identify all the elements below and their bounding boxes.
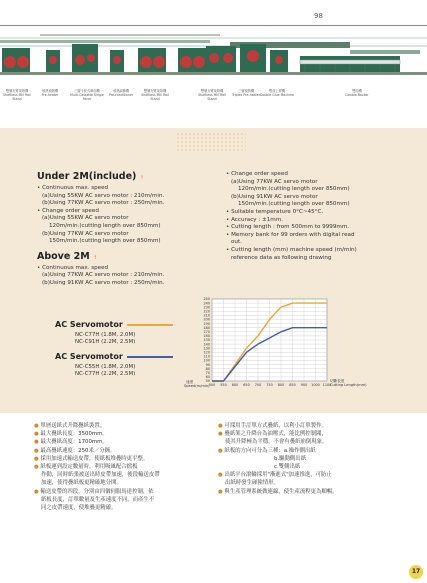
feature-text: 作動，同時紙張被送出時皮帶加速，後段輸送皮帶 xyxy=(41,472,160,479)
y-tick-label: 150 xyxy=(203,338,210,343)
feature-item xyxy=(34,463,209,471)
feature-text: 可採用手訂單方式疊紙，以利小訂單製作。 xyxy=(224,423,327,429)
spec-line: out. xyxy=(231,239,242,246)
machine-label: 雙面上膠機 Double Glue Machine xyxy=(260,89,295,97)
bullet-icon: ● xyxy=(34,464,41,471)
feature-item xyxy=(218,488,408,496)
feature-item xyxy=(34,430,209,438)
page-number-badge: 17 xyxy=(409,565,423,579)
feature-item xyxy=(34,488,209,496)
x-axis-label: 切斷長度 xyxy=(330,379,345,383)
feature-text: 出紙時發生碰撞情形。 xyxy=(225,480,279,487)
feature-item xyxy=(218,430,408,438)
spec-line: • Cutting length : from 500mm to 9999mm. xyxy=(226,224,350,231)
feature-text: 最大疊紙長度：3500mm。 xyxy=(40,431,108,438)
y-tick-label: 160 xyxy=(203,334,210,339)
chart-svg xyxy=(184,291,369,403)
feature-item-continuation xyxy=(34,504,209,512)
y-axis-label: 速度 xyxy=(186,380,194,384)
feature-text: 疊紙架之升降台為油壓式，能比例控制閥， xyxy=(224,431,327,438)
feature-sub-option: c.雙側出紙 xyxy=(274,464,301,471)
spec-line: (b)Using 77KW AC servo motor xyxy=(42,230,129,237)
machine-label: 三層預熱機 Triplex Pre-heater xyxy=(231,89,261,97)
feature-list-left xyxy=(34,422,209,512)
bullet-icon: ● xyxy=(218,423,225,429)
legend-model-line: NC-C91H (2.2M, 2.5M) xyxy=(75,339,136,345)
y-tick-label: 110 xyxy=(203,354,210,359)
spec-line: • Suitable temperature 0°C~45°C. xyxy=(226,208,324,215)
x-tick-label: 600 xyxy=(231,383,239,387)
feature-text: 紙板長度，訂單數量及生產速度不同，而產生不 xyxy=(41,496,155,503)
feature-text: 最大疊紙高度：1700mm。 xyxy=(40,439,108,446)
feature-list-right xyxy=(218,422,408,496)
spec-line: • Change order speed xyxy=(226,171,288,177)
bullet-icon: ● xyxy=(218,488,225,495)
spec-list-under-2m xyxy=(37,185,207,246)
feature-text: 使其升降極為平穩，不會有疊紙崩倒現象。 xyxy=(225,439,328,446)
spec-line: 150m/min.(cutting length over 850mm) xyxy=(238,201,350,208)
machine-label: 三層卡匣式單面機 Multi-Cassette Single Facer xyxy=(70,89,104,101)
legend-title-blue: AC Servomotor xyxy=(55,352,123,361)
y-tick-label: 230 xyxy=(203,305,210,310)
spec-line: • Continuous max. speed xyxy=(37,185,109,191)
section-title-under-2m: Under 2M(include) ↑ xyxy=(37,171,144,182)
spec-line: (a)Using 55KW AC servo motor : 210m/min. xyxy=(42,192,165,199)
machine-label: 雙層支臂架紙機 Shaftless Mill Roll Stand xyxy=(141,89,169,101)
x-tick-label: 700 xyxy=(254,383,262,387)
spec-line: (b)Using 91KW AC servo motor xyxy=(231,193,318,200)
bullet-icon: ● xyxy=(34,488,41,495)
bullet-icon: ● xyxy=(34,431,41,438)
y-tick-label: 80 xyxy=(205,366,210,371)
feature-item xyxy=(34,455,209,463)
y-tick-label: 120 xyxy=(203,350,210,355)
spec-list-right xyxy=(226,171,396,262)
x-tick-label: 550 xyxy=(220,383,227,387)
x-axis-label-en: Cutting Length(mm) xyxy=(330,383,367,387)
legend-swatch-orange xyxy=(127,324,173,326)
feature-text: 最高疊紙速度：250米／分鐘。 xyxy=(40,447,116,454)
x-tick-label: 800 xyxy=(277,383,285,387)
spec-line: (b)Using 77KW AC servo motor : 250m/min. xyxy=(42,200,165,207)
y-tick-label: 60 xyxy=(205,375,210,380)
legend-title-orange: AC Servomotor xyxy=(55,320,123,329)
feature-item xyxy=(218,471,408,479)
legend-swatch-blue xyxy=(127,356,173,358)
bullet-icon: ● xyxy=(34,455,41,462)
machine-label: 預熱預熱機 Pre-heater xyxy=(41,89,59,97)
legend-model-line: NC-C77H (1.8M, 2.0M) xyxy=(75,332,136,338)
feature-sub-option: b.驅動側出紙 xyxy=(274,455,307,462)
feature-item-continuation xyxy=(34,496,209,504)
x-tick-label: 750 xyxy=(266,383,273,387)
machine-label: 雙面機 Double Backer xyxy=(345,89,369,97)
y-tick-label: 210 xyxy=(203,313,210,318)
machine-label: 雙層支臂架紙機 Shaftless Mill Roll Stand xyxy=(3,89,31,101)
feature-text: 同之皮帶速度，使堆疊更精確。 xyxy=(41,505,117,512)
left-spec-column xyxy=(37,171,207,288)
spec-line: 150m/min.(cutting length over 850mm) xyxy=(49,238,161,245)
feature-item-continuation xyxy=(218,438,408,446)
y-tick-label: 170 xyxy=(203,330,210,334)
y-tick-label: 90 xyxy=(205,362,210,367)
machine-label: 雙層支臂架紙機 Shaftless Mill Roll Stand xyxy=(198,89,226,101)
feature-item xyxy=(34,438,209,446)
feature-item xyxy=(34,447,209,455)
spec-line: • Change order speed xyxy=(37,207,99,214)
feature-text: 與生產管理系統做連線，使生產流程更為順暢。 xyxy=(224,488,338,495)
machine-label: 預熱調節機 Pre-conditioner xyxy=(108,89,134,97)
spec-line: • Accuracy : ±1mm. xyxy=(226,216,283,223)
decorative-dot-pattern xyxy=(176,132,246,152)
spec-line: reference data as following drawing xyxy=(231,254,332,261)
corrugator-machine-illustration xyxy=(0,28,427,88)
bullet-icon: ● xyxy=(34,439,41,446)
bullet-icon: ● xyxy=(34,447,41,454)
spec-line: (a)Using 77KW AC servo motor xyxy=(231,178,318,185)
dimension-label: 98 xyxy=(314,12,323,20)
bullet-icon: ● xyxy=(218,472,225,479)
feature-item-continuation xyxy=(34,479,209,487)
speed-vs-length-chart xyxy=(184,291,369,403)
y-tick-label: 140 xyxy=(203,342,210,347)
feature-text: 單層送紙式升降疊紙裝置。 xyxy=(40,423,106,429)
y-tick-label: 220 xyxy=(203,309,210,314)
bullet-icon: ● xyxy=(34,423,41,429)
y-tick-label: 70 xyxy=(205,371,210,375)
feature-text: 出紙平台滾輪採用"漸進式"加速推進，可防止 xyxy=(224,472,332,479)
x-tick-label: 650 xyxy=(243,383,250,387)
feature-text: 紙板的方向可分為三種：a.操作側出紙 xyxy=(224,447,316,454)
machine-labels xyxy=(0,89,427,109)
y-tick-label: 190 xyxy=(203,321,210,326)
spec-line: • Cutting length (mm) machine speed (m/min) xyxy=(226,246,357,253)
feature-item xyxy=(218,422,408,430)
spec-line: • Memory bank for 99 orders with digital read xyxy=(226,231,355,238)
y-tick-label: 200 xyxy=(203,317,210,322)
feature-item-continuation xyxy=(218,479,408,487)
right-spec-column xyxy=(226,171,396,262)
y-tick-label: 100 xyxy=(203,358,210,363)
chart-legend xyxy=(55,320,195,400)
y-tick-label: 130 xyxy=(203,346,210,351)
x-tick-label: 1000 xyxy=(311,383,320,387)
y-axis-label-en: Speed(m/min) xyxy=(184,384,210,388)
spec-line: 120m/min.(cutting length over 850mm) xyxy=(49,222,161,229)
x-tick-label: 1100 xyxy=(322,383,332,387)
y-tick-label: 180 xyxy=(203,325,210,330)
spec-list-above-2m xyxy=(37,265,207,288)
dimension-line xyxy=(0,25,427,26)
feature-text: 輸送皮帶的四段，分別由四個伺服馬達控制，依 xyxy=(40,488,154,495)
feature-item xyxy=(34,422,209,430)
feature-text: 加速，使得疊紙板更精確地分開。 xyxy=(41,480,122,487)
spec-line: 120m/min.(cutting length over 850mm) xyxy=(238,186,350,193)
spec-line: • Continuous max. speed xyxy=(37,264,109,271)
spec-line: (a)Using 55KW AC servo motor xyxy=(42,215,129,222)
bullet-icon: ● xyxy=(218,447,225,454)
legend-model-line: NC-C77H (2.2M, 2.5M) xyxy=(75,371,136,377)
x-tick-label: 900 xyxy=(300,383,308,387)
y-tick-label: 250 xyxy=(203,297,210,302)
y-tick-label: 240 xyxy=(203,301,210,306)
legend-model-line: NC-C55H (1.8M, 2.0M) xyxy=(75,364,136,370)
x-tick-label: 500 xyxy=(208,383,216,387)
feature-text: 紙板運到設定數量時，利用吸風配合擋板 xyxy=(40,464,138,471)
y-tick-label: 50 xyxy=(205,379,210,384)
feature-text: 採用加速式輸送皮帶，使紙板堆疊時更平整。 xyxy=(40,455,149,462)
section-title-above-2m: Above 2M ↑ xyxy=(37,250,98,262)
x-tick-label: 850 xyxy=(289,383,296,387)
feature-item xyxy=(218,447,408,455)
bullet-icon: ● xyxy=(218,431,225,438)
feature-item-continuation xyxy=(34,471,209,479)
spec-line: (b)Using 91KW AC servo motor : 250m/min. xyxy=(42,279,165,286)
spec-line: (a)Using 77KW AC servo motor : 210m/min. xyxy=(42,272,165,279)
